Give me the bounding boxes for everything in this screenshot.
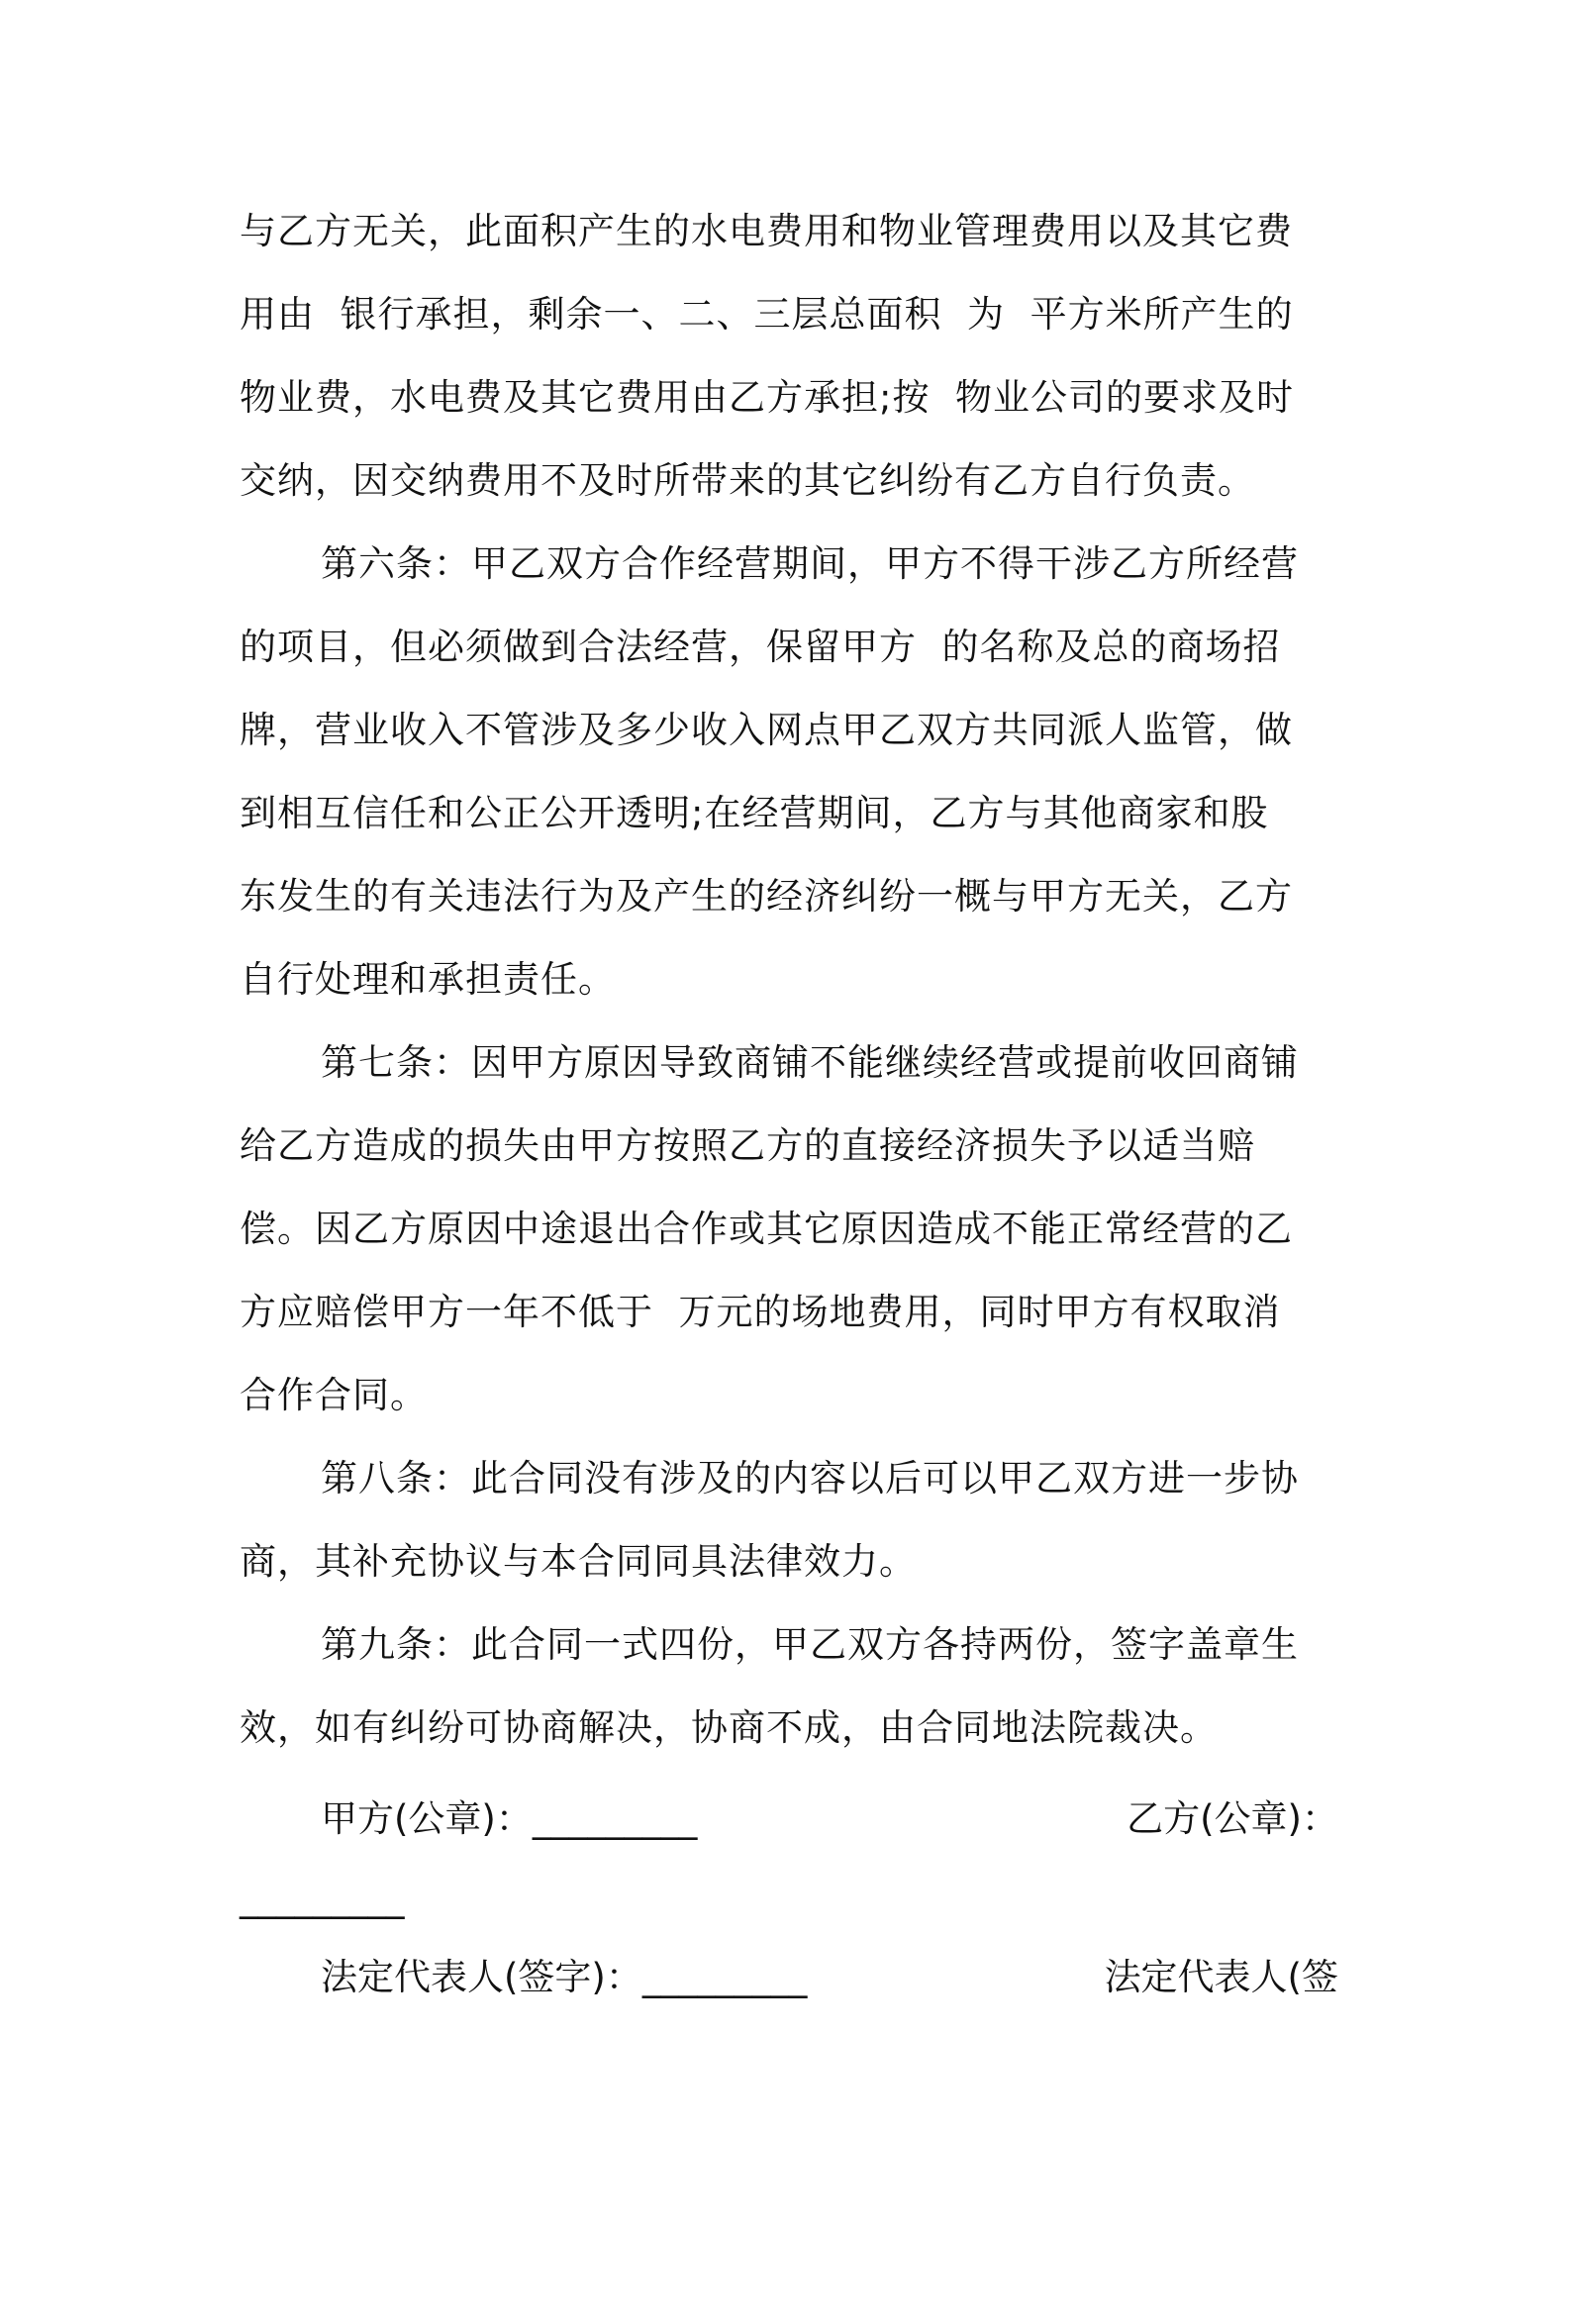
article-heading-line: 第九条：此合同一式四份，甲乙双方各持两份，签字盖章生 [321,1623,1299,1666]
text-line: 偿。因乙方原因中途退出合作或其它原因造成不能正常经营的乙 [240,1208,1293,1250]
party-a-representative-field: 法定代表人(签字)：_________ [321,1956,808,1998]
party-b-representative-field: 法定代表人(签 [1104,1956,1338,1998]
contract-body [240,190,1338,2027]
text-line: 方应赔偿甲方一年不低于 万元的场地费用，同时甲方有权取消 [240,1291,1281,1333]
article-9 [240,1603,1338,1770]
text-line: 效，如有纠纷可协商解决，协商不成，由合同地法院裁决。 [240,1706,1218,1749]
text-line: 用由 银行承担，剩余一、二、三层总面积 为 平方米所产生的 [240,293,1294,336]
signature-block [240,1770,1338,2027]
text-line: 自行处理和承担责任。 [240,958,616,1001]
party-b-seal-blank: _________ [240,1877,405,1919]
article-heading-line: 第七条：因甲方原因导致商铺不能继续经营或提前收回商铺 [321,1041,1299,1084]
text-line: 交纳，因交纳费用不及时所带来的其它纠纷有乙方自行负责。 [240,459,1255,502]
party-a-seal-field: 甲方(公章)：_________ [321,1797,698,1840]
text-line: 商，其补充协议与本合同同具法律效力。 [240,1540,917,1583]
party-b-seal-field: 乙方(公章)： [1127,1797,1338,1840]
text-line: 东发生的有关违法行为及产生的经济纠纷一概与甲方无关，乙方 [240,875,1293,918]
article-8 [240,1437,1338,1603]
text-line: 给乙方造成的损失由甲方按照乙方的直接经济损失予以适当赔 [240,1124,1255,1167]
representative-row [240,1928,1338,2027]
text-line: 合作合同。 [240,1374,428,1416]
paragraph-5-tail [240,190,1338,523]
article-6 [240,523,1338,1021]
text-line: 到相互信任和公正公开透明;在经营期间，乙方与其他商家和股 [240,792,1269,834]
seal-row [240,1770,1338,1869]
text-line: 物业费，水电费及其它费用由乙方承担;按 物业公司的要求及时 [240,376,1294,419]
article-heading-line: 第六条：甲乙双方合作经营期间，甲方不得干涉乙方所经营 [321,542,1299,585]
article-heading-line: 第八条：此合同没有涉及的内容以后可以甲乙双方进一步协 [321,1457,1299,1500]
text-line: 牌，营业收入不管涉及多少收入网点甲乙双方共同派人监管，做 [240,709,1293,751]
text-line: 与乙方无关，此面积产生的水电费用和物业管理费用以及其它费 [240,210,1293,252]
text-line: 的项目，但必须做到合法经营，保留甲方 的名称及总的商场招 [240,626,1281,668]
article-7 [240,1021,1338,1437]
